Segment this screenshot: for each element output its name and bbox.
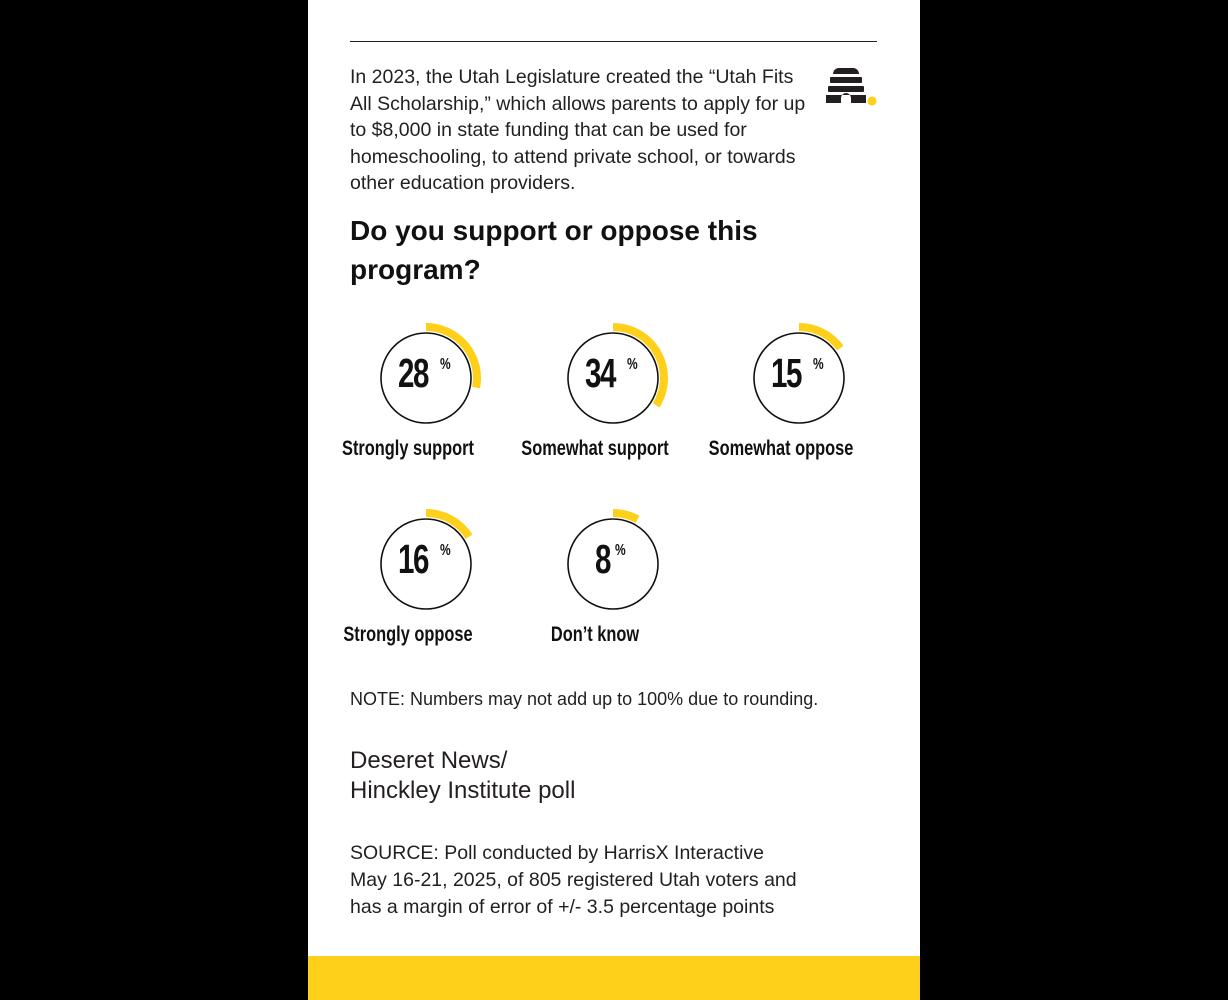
category-label: Strongly support xyxy=(342,437,474,460)
credit-text xyxy=(350,746,750,806)
percent-sign: % xyxy=(813,356,824,373)
category-label: Don’t know xyxy=(550,623,640,646)
chart-title: Do you support or oppose this program? xyxy=(350,215,758,285)
value-label: 16 xyxy=(398,536,428,582)
beehive-icon xyxy=(826,66,878,110)
percent-sign: % xyxy=(615,542,626,559)
stat-somewhat-support xyxy=(495,320,679,490)
stat-somewhat-oppose xyxy=(681,320,865,490)
source-text xyxy=(350,840,890,921)
category-label: Somewhat oppose xyxy=(708,437,854,460)
value-label: 8 xyxy=(595,536,610,582)
category-label: Strongly oppose xyxy=(343,623,473,646)
infographic-panel xyxy=(308,0,920,1000)
stat-don-t-know xyxy=(495,506,679,676)
percent-sign: % xyxy=(440,542,451,559)
top-rule xyxy=(350,41,877,42)
intro-text: In 2023, the Utah Legislature created the “Utah Fits All Scholarship,” which allows parents to apply for up to $8,000 in state funding that can be used for homeschooling, to attend private school, or towards other education providers. xyxy=(350,66,806,194)
source-line-2: May 16-21, 2025, of 805 registered Utah voters and xyxy=(350,869,797,891)
percent-sign: % xyxy=(627,356,638,373)
percent-sign: % xyxy=(440,356,451,373)
footer-bar xyxy=(308,956,920,1000)
logo-dot xyxy=(868,97,877,106)
source-line-1: SOURCE: Poll conducted by HarrisX Interactive xyxy=(350,842,764,864)
credit-line-1: Deseret News/ xyxy=(350,747,508,774)
stat-strongly-support xyxy=(308,320,492,490)
value-label: 28 xyxy=(398,350,428,396)
value-label: 15 xyxy=(771,350,801,396)
rounding-note: NOTE: Numbers may not add up to 100% due to rounding. xyxy=(350,689,819,709)
value-label: 34 xyxy=(585,350,615,396)
source-line-3: has a margin of error of +/- 3.5 percentage points xyxy=(350,896,775,918)
stat-strongly-oppose xyxy=(308,506,492,676)
category-label: Somewhat support xyxy=(521,437,669,460)
credit-line-2: Hinckley Institute poll xyxy=(350,777,576,804)
